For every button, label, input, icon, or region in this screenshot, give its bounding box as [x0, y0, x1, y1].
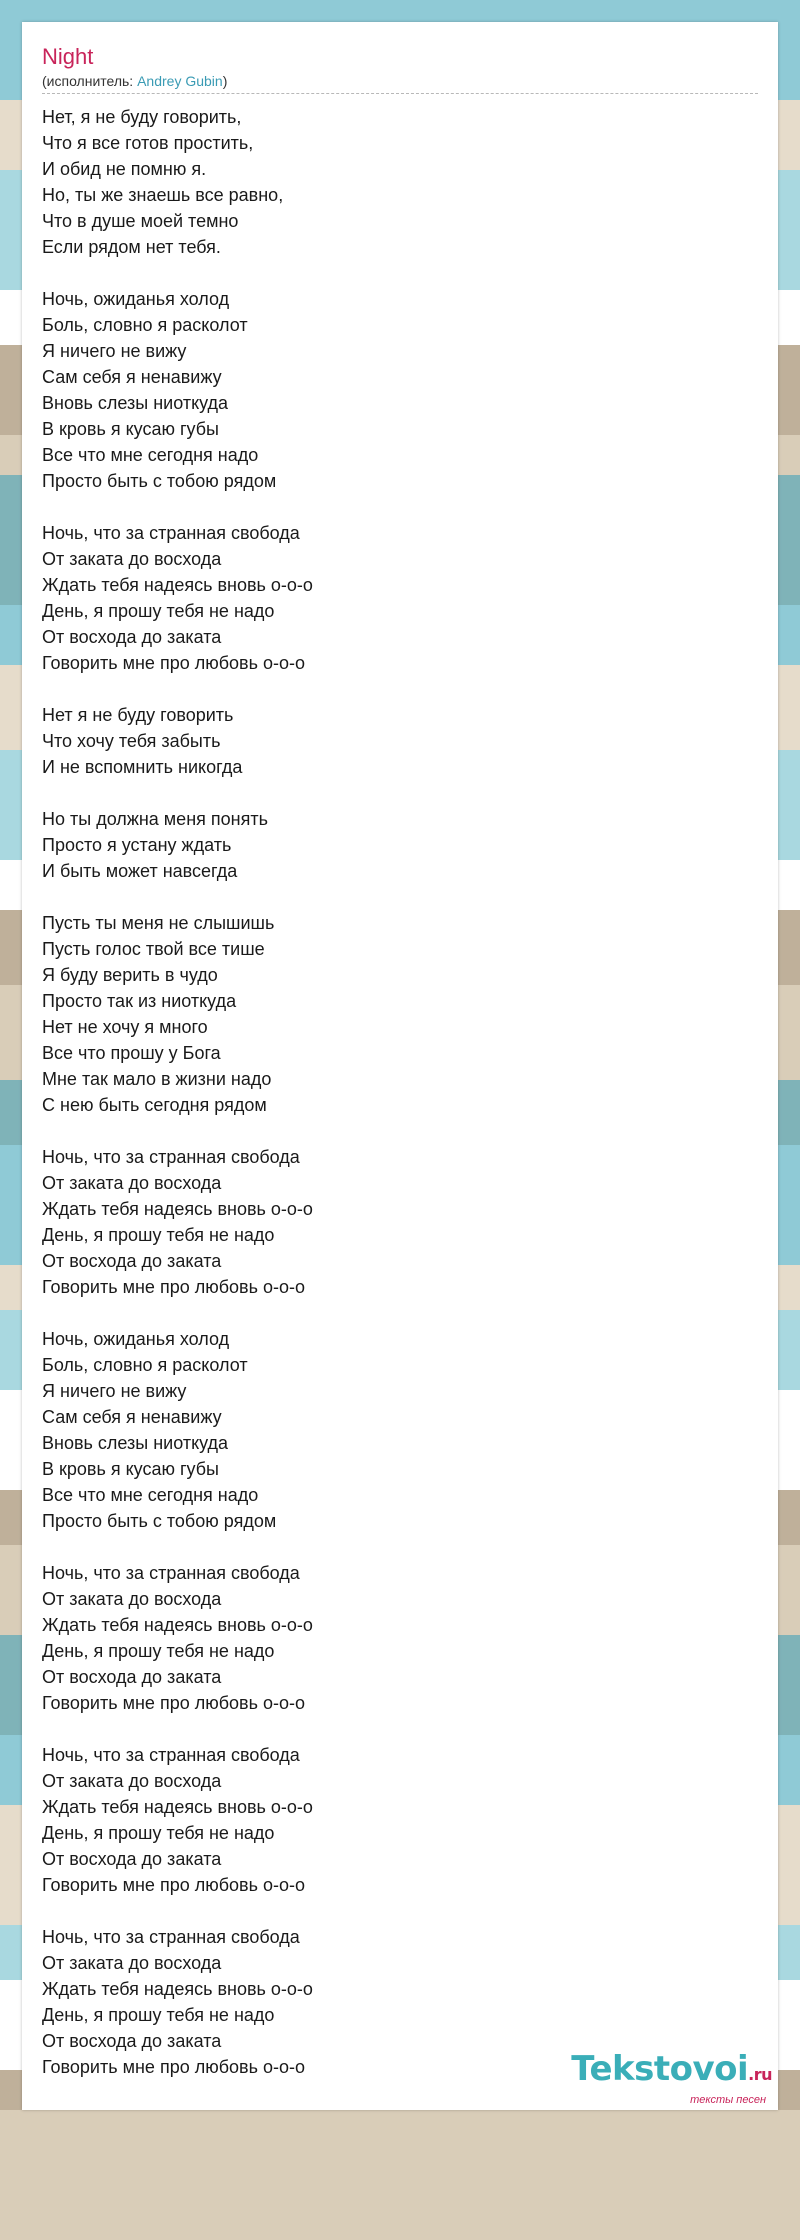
lyrics-card: [22, 22, 778, 2110]
lyrics-stanza: [42, 1742, 742, 1898]
lyrics-line: День, я прошу тебя не надо: [42, 601, 275, 621]
lyrics-line: От восхода до заката: [42, 2031, 222, 2051]
lyrics-line: Боль, словно я расколот: [42, 1355, 248, 1375]
lyrics-line: Все что прошу у Бога: [42, 1043, 221, 1063]
lyrics-line: Нет я не буду говорить: [42, 705, 234, 725]
lyrics-stanza: [42, 286, 742, 494]
lyrics-line: День, я прошу тебя не надо: [42, 1641, 275, 1661]
lyrics-stanza: [42, 1326, 742, 1534]
lyrics-line: И обид не помню я.: [42, 159, 207, 179]
title-divider: [42, 93, 758, 94]
lyrics-stanza: [42, 806, 742, 884]
lyrics-line: Что я все готов простить,: [42, 133, 254, 153]
lyrics-line: Ночь, ожиданья холод: [42, 289, 230, 309]
lyrics-line: Ждать тебя надеясь вновь о-о-о: [42, 1979, 313, 1999]
lyrics-line: Ночь, что за странная свобода: [42, 1563, 300, 1583]
lyrics-line: Если рядом нет тебя.: [42, 237, 221, 257]
lyrics-stanza: [42, 702, 742, 780]
lyrics-line: Просто быть с тобою рядом: [42, 1511, 277, 1531]
lyrics-line: Сам себя я ненавижу: [42, 1407, 222, 1427]
lyrics-line: Нет, я не буду говорить,: [42, 107, 242, 127]
lyrics-line: Пусть голос твой все тише: [42, 939, 265, 959]
lyrics-line: От заката до восхода: [42, 1771, 222, 1791]
lyrics-line: Но, ты же знаешь все равно,: [42, 185, 284, 205]
lyrics-line: День, я прошу тебя не надо: [42, 1225, 275, 1245]
lyrics-line: Пусть ты меня не слышишь: [42, 913, 275, 933]
lyrics-line: Ждать тебя надеясь вновь о-о-о: [42, 575, 313, 595]
lyrics-line: Говорить мне про любовь о-о-о: [42, 1693, 305, 1713]
lyrics-line: От заката до восхода: [42, 1953, 222, 1973]
lyrics-line: От заката до восхода: [42, 1589, 222, 1609]
lyrics-line: От восхода до заката: [42, 1667, 222, 1687]
lyrics-line: Я ничего не вижу: [42, 341, 187, 361]
lyrics-line: От восхода до заката: [42, 627, 222, 647]
site-logo[interactable]: [571, 2050, 772, 2106]
lyrics-line: Мне так мало в жизни надо: [42, 1069, 272, 1089]
background-stripe: [0, 2110, 800, 2240]
lyrics-line: Ночь, что за странная свобода: [42, 1927, 300, 1947]
lyrics-line: Ночь, ожиданья холод: [42, 1329, 230, 1349]
lyrics-line: Я буду верить в чудо: [42, 965, 218, 985]
lyrics-line: Сам себя я ненавижу: [42, 367, 222, 387]
lyrics-line: Боль, словно я расколот: [42, 315, 248, 335]
lyrics-line: День, я прошу тебя не надо: [42, 2005, 275, 2025]
lyrics-line: Вновь слезы ниоткуда: [42, 393, 229, 413]
performer-link[interactable]: Andrey Gubin: [137, 73, 223, 89]
lyrics-line: Ночь, что за странная свобода: [42, 1745, 300, 1765]
lyrics-line: Просто так из ниоткуда: [42, 991, 237, 1011]
lyrics-line: Вновь слезы ниоткуда: [42, 1433, 229, 1453]
lyrics-line: Что в душе моей темно: [42, 211, 239, 231]
lyrics-line: Все что мне сегодня надо: [42, 1485, 259, 1505]
logo-name: Tekstovoi: [571, 2049, 749, 2089]
lyrics-body: [42, 104, 742, 2106]
lyrics-stanza: [42, 104, 742, 260]
performer-line: [42, 72, 227, 90]
lyrics-line: В кровь я кусаю губы: [42, 1459, 219, 1479]
lyrics-line: Говорить мне про любовь о-о-о: [42, 1277, 305, 1297]
lyrics-stanza: [42, 910, 742, 1118]
lyrics-line: От восхода до заката: [42, 1251, 222, 1271]
lyrics-line: Все что мне сегодня надо: [42, 445, 259, 465]
lyrics-line: И не вспомнить никогда: [42, 757, 243, 777]
lyrics-line: Я ничего не вижу: [42, 1381, 187, 1401]
lyrics-line: Просто я устану ждать: [42, 835, 232, 855]
lyrics-line: Нет не хочу я много: [42, 1017, 208, 1037]
lyrics-line: Но ты должна меня понять: [42, 809, 268, 829]
lyrics-line: С нею быть сегодня рядом: [42, 1095, 267, 1115]
lyrics-line: В кровь я кусаю губы: [42, 419, 219, 439]
lyrics-line: И быть может навсегда: [42, 861, 238, 881]
logo-tagline: тексты песен: [690, 2094, 766, 2106]
lyrics-line: Ждать тебя надеясь вновь о-о-о: [42, 1199, 313, 1219]
lyrics-line: От восхода до заката: [42, 1849, 222, 1869]
lyrics-line: Что хочу тебя забыть: [42, 731, 221, 751]
lyrics-line: Просто быть с тобою рядом: [42, 471, 277, 491]
lyrics-line: Говорить мне про любовь о-о-о: [42, 1875, 305, 1895]
lyrics-line: День, я прошу тебя не надо: [42, 1823, 275, 1843]
lyrics-stanza: [42, 1144, 742, 1300]
lyrics-line: Ночь, что за странная свобода: [42, 523, 300, 543]
song-title: Night: [42, 44, 94, 69]
logo-wordmark: [571, 2050, 772, 2094]
lyrics-line: Ждать тебя надеясь вновь о-о-о: [42, 1797, 313, 1817]
lyrics-line: Ночь, что за странная свобода: [42, 1147, 300, 1167]
lyrics-stanza: [42, 1560, 742, 1716]
lyrics-line: От заката до восхода: [42, 1173, 222, 1193]
lyrics-line: От заката до восхода: [42, 549, 222, 569]
performer-suffix: ): [222, 73, 228, 89]
lyrics-stanza: [42, 520, 742, 676]
lyrics-line: Говорить мне про любовь о-о-о: [42, 653, 305, 673]
lyrics-line: Говорить мне про любовь о-о-о: [42, 2057, 305, 2077]
logo-tld: .ru: [748, 2065, 772, 2084]
lyrics-line: Ждать тебя надеясь вновь о-о-о: [42, 1615, 313, 1635]
performer-prefix: (исполнитель:: [42, 73, 138, 89]
